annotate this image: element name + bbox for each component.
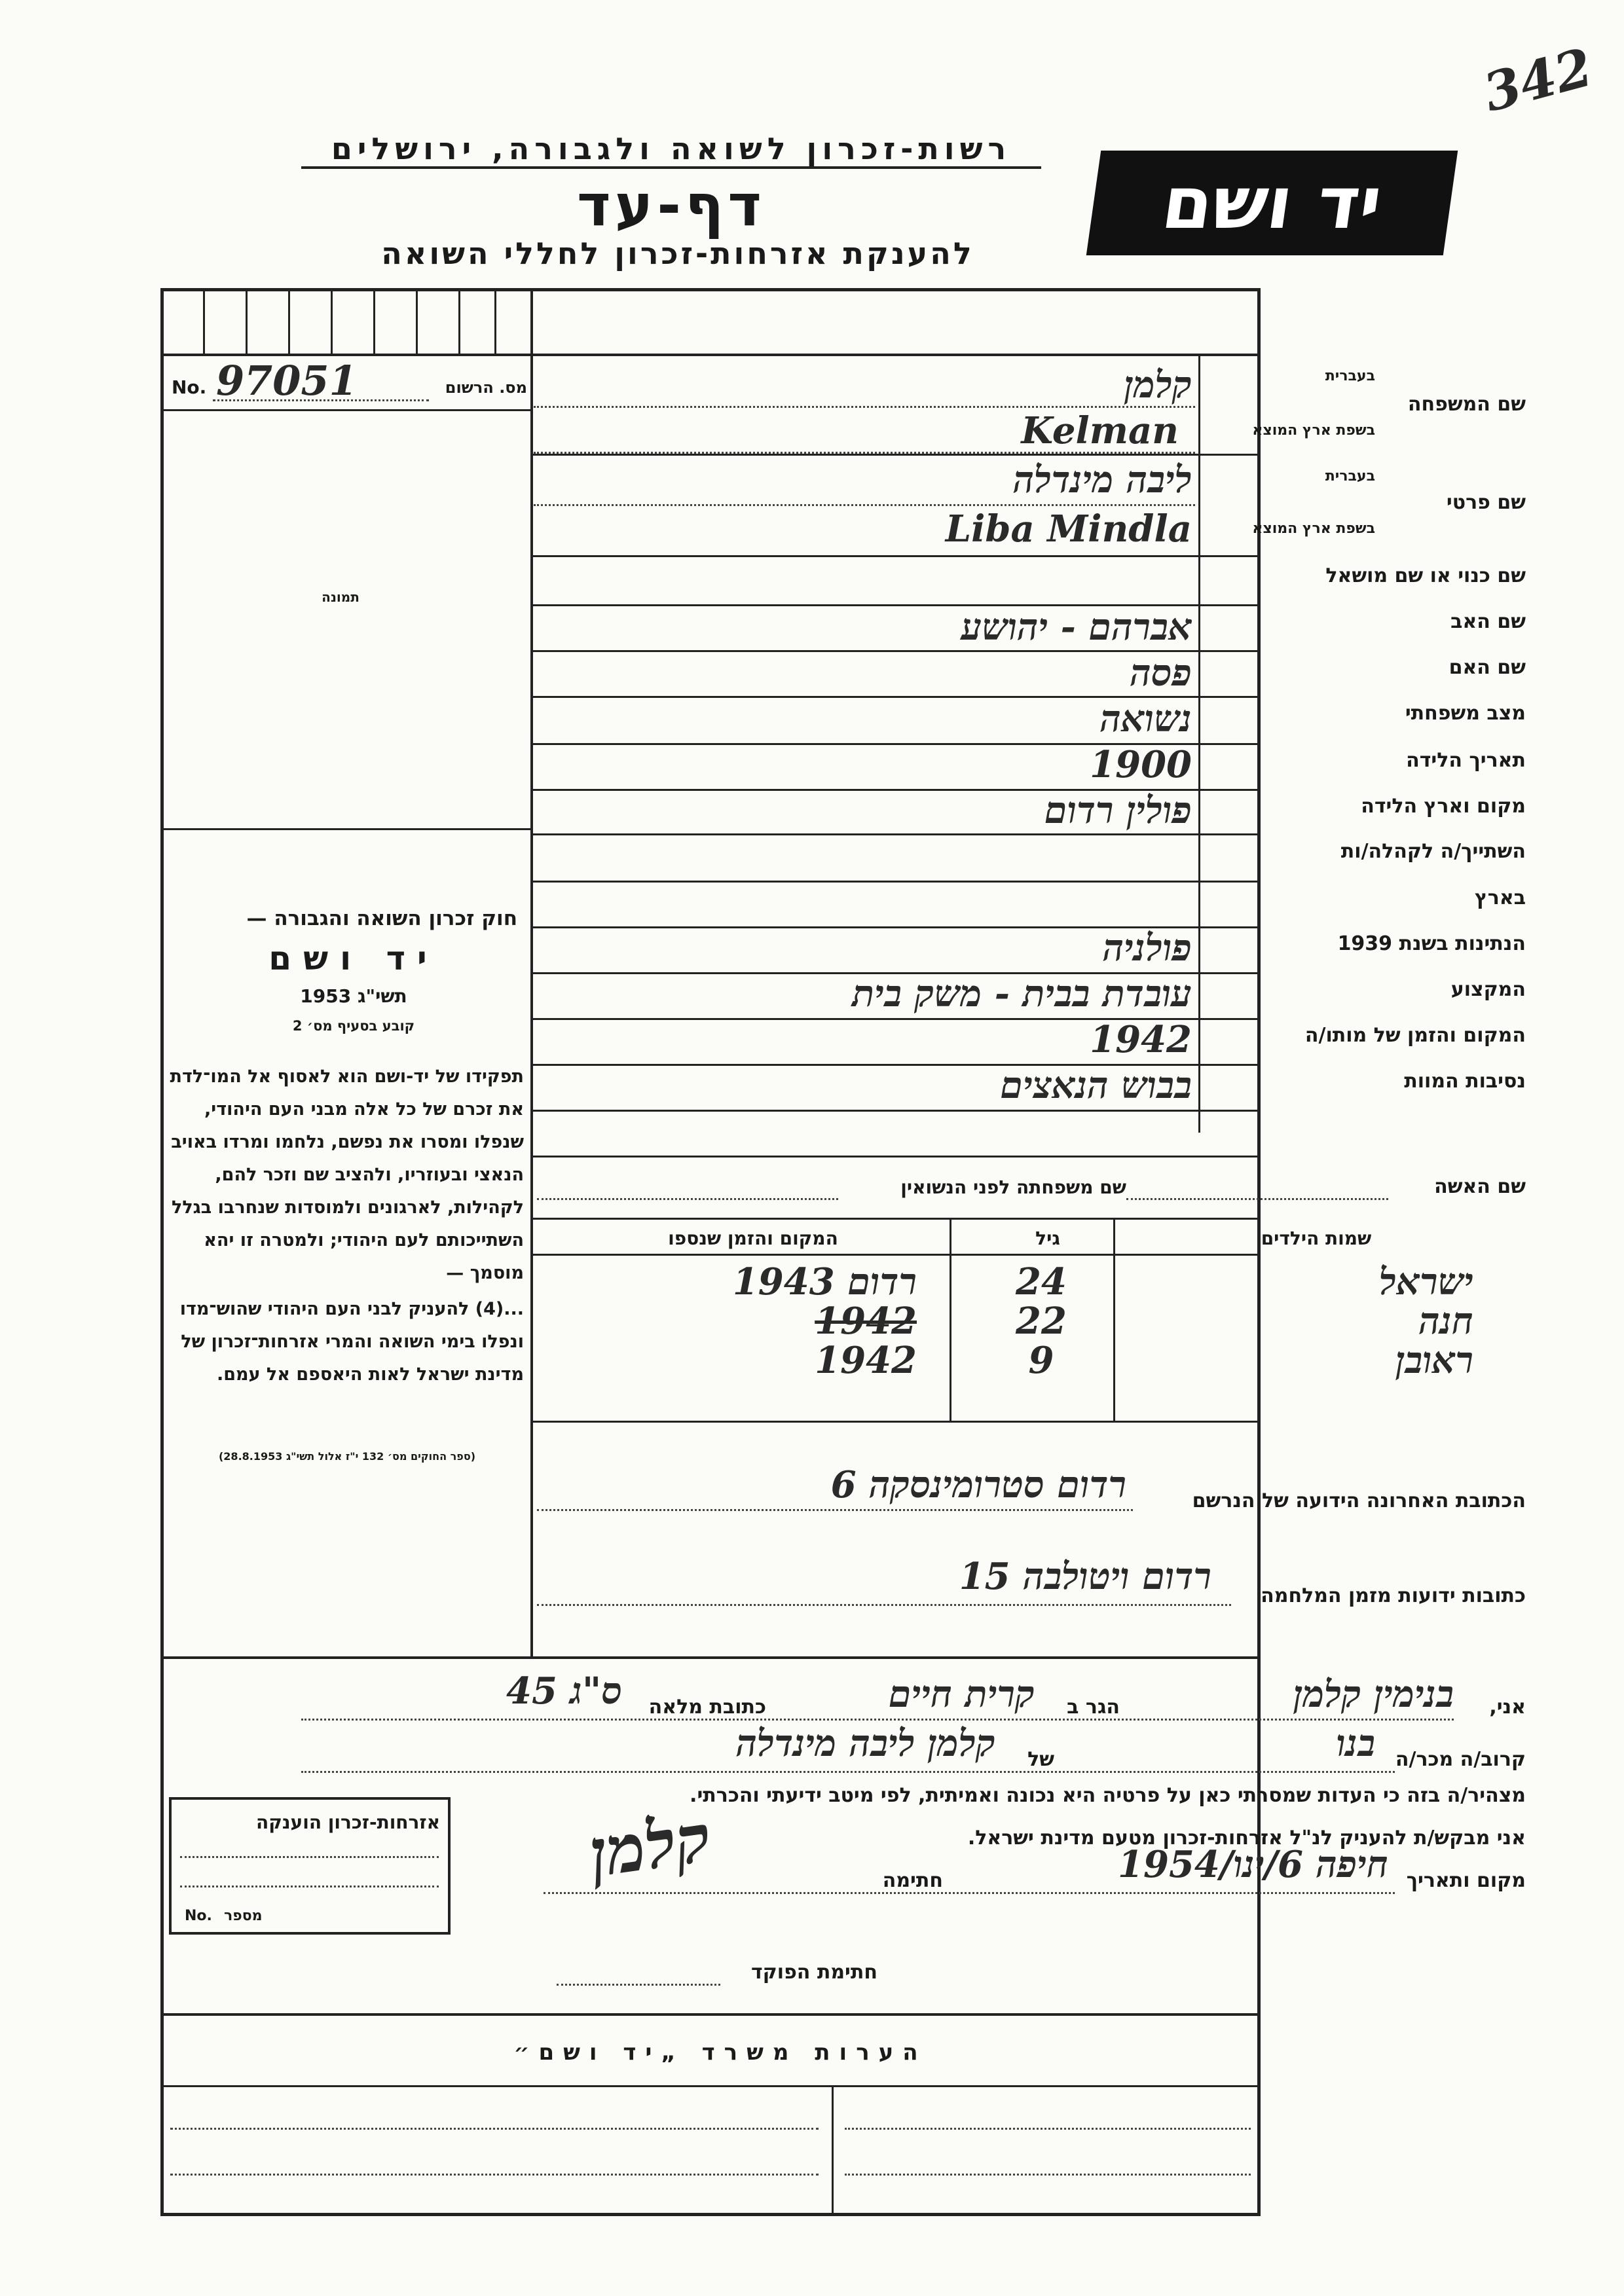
label-profession: המקצוע [1450,978,1526,1001]
request-text: אני מבקש/ת להעניק לנ"ל אזרחות-זכרון מטעם מדינת ישראל. [967,1827,1526,1850]
law-source: (ספר החוקים מס׳ 132 י"ז אלול תשי"ג 28.8.1953) [218,1450,476,1463]
authority-title: רשות-זכרון לשואה ולגבורה, ירושלים [301,131,1041,169]
label-country: בארץ [1474,886,1526,909]
declaration-text: מצהיר/ה בזה כי העדות שמסרתי כאן על פרטיה היא נכונה ואמיתית, לפי מיטב ידיעתי והכרתי. [690,1784,1526,1807]
label-of: של [1027,1748,1054,1771]
child-age: 24 [1016,1260,1067,1303]
label-full-address: כתובת מלאה [648,1696,766,1719]
label-resides: הגר ב [1067,1696,1120,1719]
value-wartime-address: רדום ויטולבה 15 [959,1555,1211,1598]
law-clause: קובע בסעיף מס׳ 2 [292,1018,415,1034]
value-citizenship: פולניה [1102,926,1192,970]
value-death-circ: בבוש הנאצים [1000,1064,1192,1107]
label-birth-place: מקום וארץ הלידה [1361,795,1526,818]
reg-no-label: No. [172,376,207,398]
stamp-box [169,1797,451,1935]
law-year: תשי"ג 1953 [300,985,407,1007]
label-wife: שם האשה [1434,1175,1526,1198]
value-first-name-orig: Liba Mindla [945,507,1192,551]
form-subtitle: להענקת אזרחות-זכרון לחללי השואה [381,236,974,271]
reg-label: מס. הרשום [445,378,527,397]
form-title: דף-עד [577,172,766,239]
reg-number: 97051 [216,357,358,405]
yad-vashem-logo [1086,151,1458,255]
sub-hebrew-2: בעברית [1325,468,1375,484]
label-family-name: שם המשפחה [1407,393,1526,416]
notes-title: הערות משרד „יד ושם״ [513,2039,927,2066]
child-name: ישראל [1379,1260,1473,1303]
corner-mark: 342 [1477,35,1599,124]
label-marital: מצב משפחתי [1405,702,1526,725]
label-last-address: הכתובת האחרונה הידועה של הנרשם [1192,1489,1526,1512]
label-first-name: שם פרטי [1446,491,1526,514]
law-text-2: ...(4) להעניק לבני העם היהודי שהוש־מדו ונפלו בימי השואה והמרי אזרחות־זכרון של מדינת ישראל לאות היאספם אל עמם. [179,1299,524,1385]
label-birth-date: תאריך הלידה [1406,749,1526,772]
stamp-num-label: מספר [224,1908,263,1924]
law-title: חוק זכרון השואה והגבורה — [246,907,517,930]
child-age: 9 [1028,1339,1054,1382]
value-last-address: רדום סטרומינסקה 6 [830,1463,1126,1506]
label-father: שם האב [1450,610,1526,633]
child-place: 1942 [815,1300,917,1343]
value-death-place: 1942 [1090,1018,1192,1061]
value-city: קרית חיים [888,1673,1035,1716]
value-first-name-heb: ליבה מינדלה [1012,458,1192,501]
child-name: חנה [1418,1300,1473,1343]
child-name: ראובן [1395,1339,1473,1382]
value-declarant-name: בנימין קלמן [1293,1673,1454,1716]
value-of-name: קלמן ליבה מינדלה [735,1722,995,1765]
value-birth-date: 1900 [1090,743,1192,786]
value-address: ס"ג 45 [506,1669,622,1713]
children-header-age: גיל [1035,1228,1060,1249]
value-mother: פסה [1130,651,1192,695]
label-relation: קרוב/ה מכר/ה [1395,1748,1526,1771]
label-death-circ: נסיבות המוות [1404,1070,1526,1093]
signature: קלמן [584,1798,716,1893]
value-profession: עובדת בבית - משק בית [852,972,1192,1015]
stamp-box-title: אזרחות-זכרון הוענקה [256,1812,440,1833]
value-family-name-heb: קלמן [1124,363,1192,407]
value-place-date: חיפה 6/ינו/1954 [1118,1843,1388,1886]
label-official-signature: חתימת הפוקד [751,1961,877,1984]
logo-text: יד ושם [1156,161,1388,245]
child-age: 22 [1016,1300,1067,1343]
sub-hebrew-1: בעברית [1325,368,1375,384]
value-family-name-orig: Kelman [1021,409,1179,452]
value-father: אברהם - יהושע [961,606,1192,649]
label-mother: שם האם [1449,656,1526,679]
sub-origin-1: בשפת ארץ המוצא [1252,422,1375,439]
photo-label: תמונה [322,589,360,605]
law-text-1: תפקידו של יד-ושם הוא לאסוף אל המו־לדת את זכרם של כל אלה מבני העם היהודי, שנפלו ומסרו את נפשם, נלחמו ומרדו באויב הנאצי ובעוזריו, ולהציב שם וזכר להם, לקהילות, לארגונים ולמוסדות שנחרבו בגלל השתייכותם לעם היהודי; ולמטרה זו יהא מוסמך — [170,1066,524,1283]
label-place-date: מקום ותאריך [1406,1869,1526,1892]
label-death-place: המקום והזמן של מותו/ה [1304,1024,1526,1047]
label-nickname: שם כנוי או שם מושאל [1325,564,1526,587]
children-header-place: המקום והזמן שנספו [668,1228,838,1249]
label-wife-maiden: שם משפחתה לפני הנשואין [900,1176,1126,1198]
stamp-no-label: No. [185,1908,212,1924]
value-birth-place: פולין רדום [1044,789,1192,832]
value-marital: נשואה [1099,697,1192,740]
children-header-names: שמות הילדים [1261,1228,1372,1249]
label-community: השתייך/ה לקהלה/ות [1340,840,1526,863]
sub-origin-2: בשפת ארץ המוצא [1252,520,1375,537]
law-name: יד ושם [268,939,439,977]
child-place: רדום 1943 [732,1260,917,1303]
label-wartime-address: כתובות ידועות מזמן המלחמה [1261,1584,1526,1607]
label-signature: חתימה [882,1869,943,1892]
value-relation: בנו [1336,1722,1375,1765]
label-citizenship: הנתינות בשנת 1939 [1337,932,1526,955]
label-i: אני, [1489,1696,1526,1719]
child-place: 1942 [815,1339,917,1382]
